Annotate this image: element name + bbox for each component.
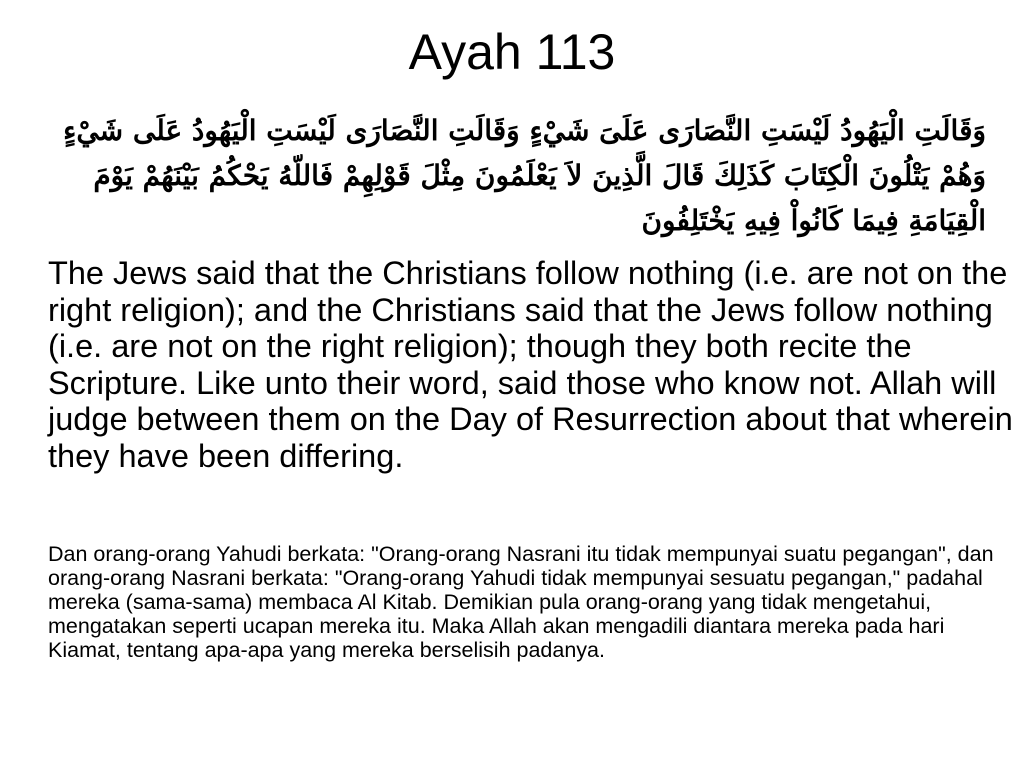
arabic-verse-text: وَقَالَتِ الْيَهُودُ لَيْسَتِ النَّصَارَى عَلَىَ شَيْءٍ وَقَالَتِ النَّصَارَى لَيْسَتِ الْيَهُودُ عَلَى شَيْءٍ وَهُمْ يَتْلُونَ الْكِتَابَ كَذَلِكَ قَالَ الَّذِينَ لاَ يَعْلَمُونَ مِثْلَ قَوْلِهِمْ فَاللّهُ يَحْكُمُ بَيْنَهُمْ يَوْمَ الْقِيَامَةِ فِيمَا كَانُواْ فِيهِ يَخْتَلِفُونَ	[63, 114, 986, 237]
english-translation-text: The Jews said that the Christians follow nothing (i.e. are not on the right religion); and the Christians said that the Jews follow nothing (i.e. are not on the right religion); though they both recite the Scripture. Like unto their word, said those who know not. Allah will judge between them on the Day of Resurrection about that wherein they have been differing.	[48, 255, 1013, 474]
slide-title: Ayah 113	[408, 24, 616, 80]
indonesian-translation-text: Dan orang-orang Yahudi berkata: "Orang-orang Nasrani itu tidak mempunyai suatu pegangan", dan orang-orang Nasrani berkata: "Orang-orang Yahudi tidak mempunyai sesuatu pegangan," padahal mereka (sama-sama) membaca Al Kitab. Demikian pula orang-orang yang tidak mengetahui, mengatakan seperti ucapan mereka itu. Maka Allah akan mengadili diantara mereka pada hari Kiamat, tentang apa-apa yang mereka berselisih padanya.	[48, 542, 994, 662]
